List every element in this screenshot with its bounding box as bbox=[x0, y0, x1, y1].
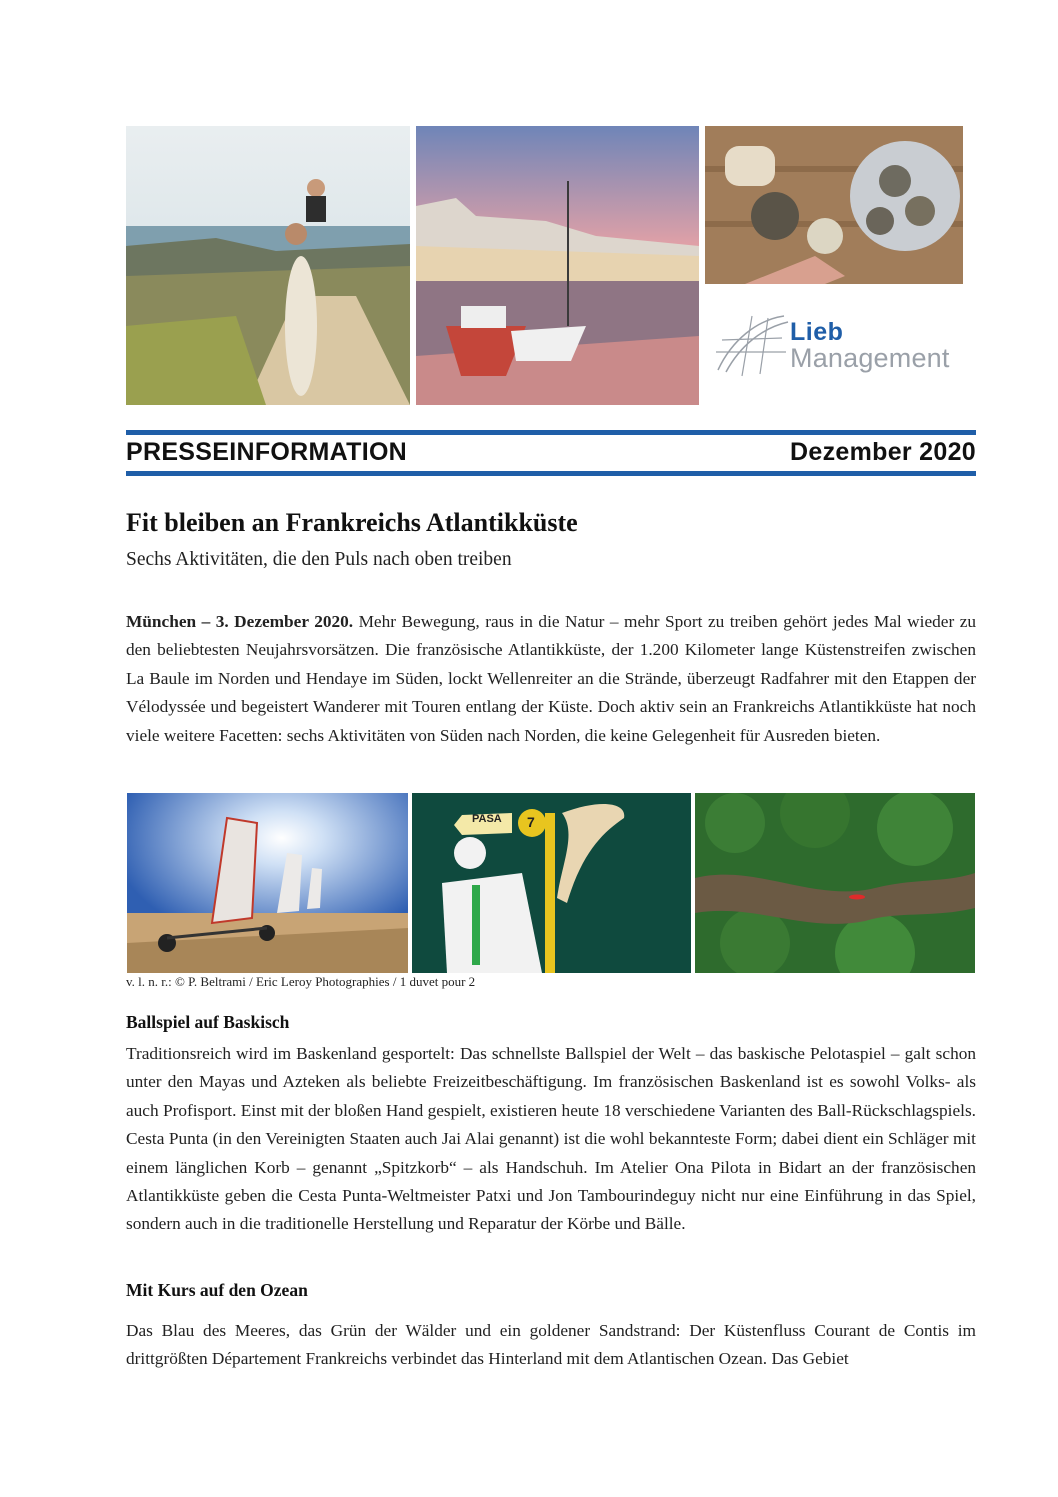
section-paragraph: Das Blau des Meeres, das Grün der Wälder und ein goldener Sandstrand: Der Küstenfluss Courant de Contis im drittgrößten Département Frankreichs verbindet das Hinterland mit dem Atlantischen Ozean. Das Gebiet bbox=[126, 1321, 976, 1369]
lead-dateline: München – 3. Dezember 2020. bbox=[126, 612, 354, 631]
lead-text: Mehr Bewegung, raus in die Natur – mehr Sport zu treiben gehört jedes Mal wieder zu den beliebtesten Neujahrsvorsätzen. Die französische Atlantikküste, der 1.200 Kilometer lange Küstenstreifen zwischen La Baule im Norden und Hendaye im Süden, lockt Wellenreiter an die Strände, überzeugt Radfahrer mit den Etappen der Vélodyssée und begeistert Wanderer mit Touren entlang der Küste. Doch aktiv sein an Frankreichs Atlantikküste hat noch viele weitere Facetten: sechs Aktivitäten von Süden nach Norden, die keine Gelegenheit für Ausreden bieten. bbox=[126, 612, 977, 745]
section-text-ozean bbox=[126, 1317, 976, 1374]
logo-text-management: Management bbox=[790, 343, 950, 373]
lieb-management-logo bbox=[712, 310, 962, 380]
mother-child-beach-photo bbox=[126, 126, 410, 405]
photo-caption: v. l. n. r.: © P. Beltrami / Eric Leroy Photographies / 1 duvet pour 2 bbox=[126, 974, 476, 989]
oysters-table-photo bbox=[705, 126, 963, 284]
header-rule-top bbox=[126, 430, 976, 435]
press-date: Dezember 2020 bbox=[790, 438, 976, 466]
section-heading-ozean: Mit Kurs auf den Ozean bbox=[126, 1280, 308, 1300]
logo-globe-icon bbox=[712, 310, 792, 380]
header-rule-bottom bbox=[126, 471, 976, 476]
article-subtitle: Sechs Aktivitäten, die den Puls nach oben treiben bbox=[126, 549, 512, 570]
harbor-sunset-photo bbox=[416, 126, 699, 405]
section-text-ballspiel bbox=[126, 1040, 976, 1239]
section-paragraph: Traditionsreich wird im Baskenland gesportelt: Das schnellste Ballspiel der Welt – das baskische Pelotaspiel – galt schon unter den Mayas und Azteken als beliebte Freizeitbeschäftigung. Im französischen Baskenland ist es sowohl Volks- als auch Profisport. Einst mit der bloßen Hand gespielt, existieren heute 18 verschiedene Varianten des Ball-Rückschlagspiels. Cesta Punta (in den Vereinigten Staaten auch Jai Alai genannt) ist die wohl bekannteste Form; dabei dient ein Schläger mit einem länglichen Korb – genannt „Spitzkorb“ – als Handschuh. Im Atelier Ona Pilota in Bidart an der französischen Atlantikküste geben die Cesta Punta-Weltmeister Patxi und Jon Tambourindeguy nicht nur eine Einführung in das Spiel, sondern auch in die traditionelle Herstellung und Reparatur der Körbe und Bälle. bbox=[126, 1044, 976, 1234]
article-title: Fit bleiben an Frankreichs Atlantikküste bbox=[126, 508, 578, 537]
lead-paragraph bbox=[126, 608, 976, 750]
pelota-player-photo bbox=[412, 793, 691, 973]
forest-river-kayak-photo bbox=[695, 793, 975, 973]
section-heading-ballspiel: Ballspiel auf Baskisch bbox=[126, 1012, 290, 1032]
pasa-sign-text: PASA bbox=[472, 813, 502, 825]
land-sailing-photo bbox=[127, 793, 408, 973]
logo-text-lieb: Lieb bbox=[790, 318, 844, 346]
press-label: PRESSEINFORMATION bbox=[126, 438, 408, 466]
pasa-sign-number: 7 bbox=[527, 814, 535, 830]
